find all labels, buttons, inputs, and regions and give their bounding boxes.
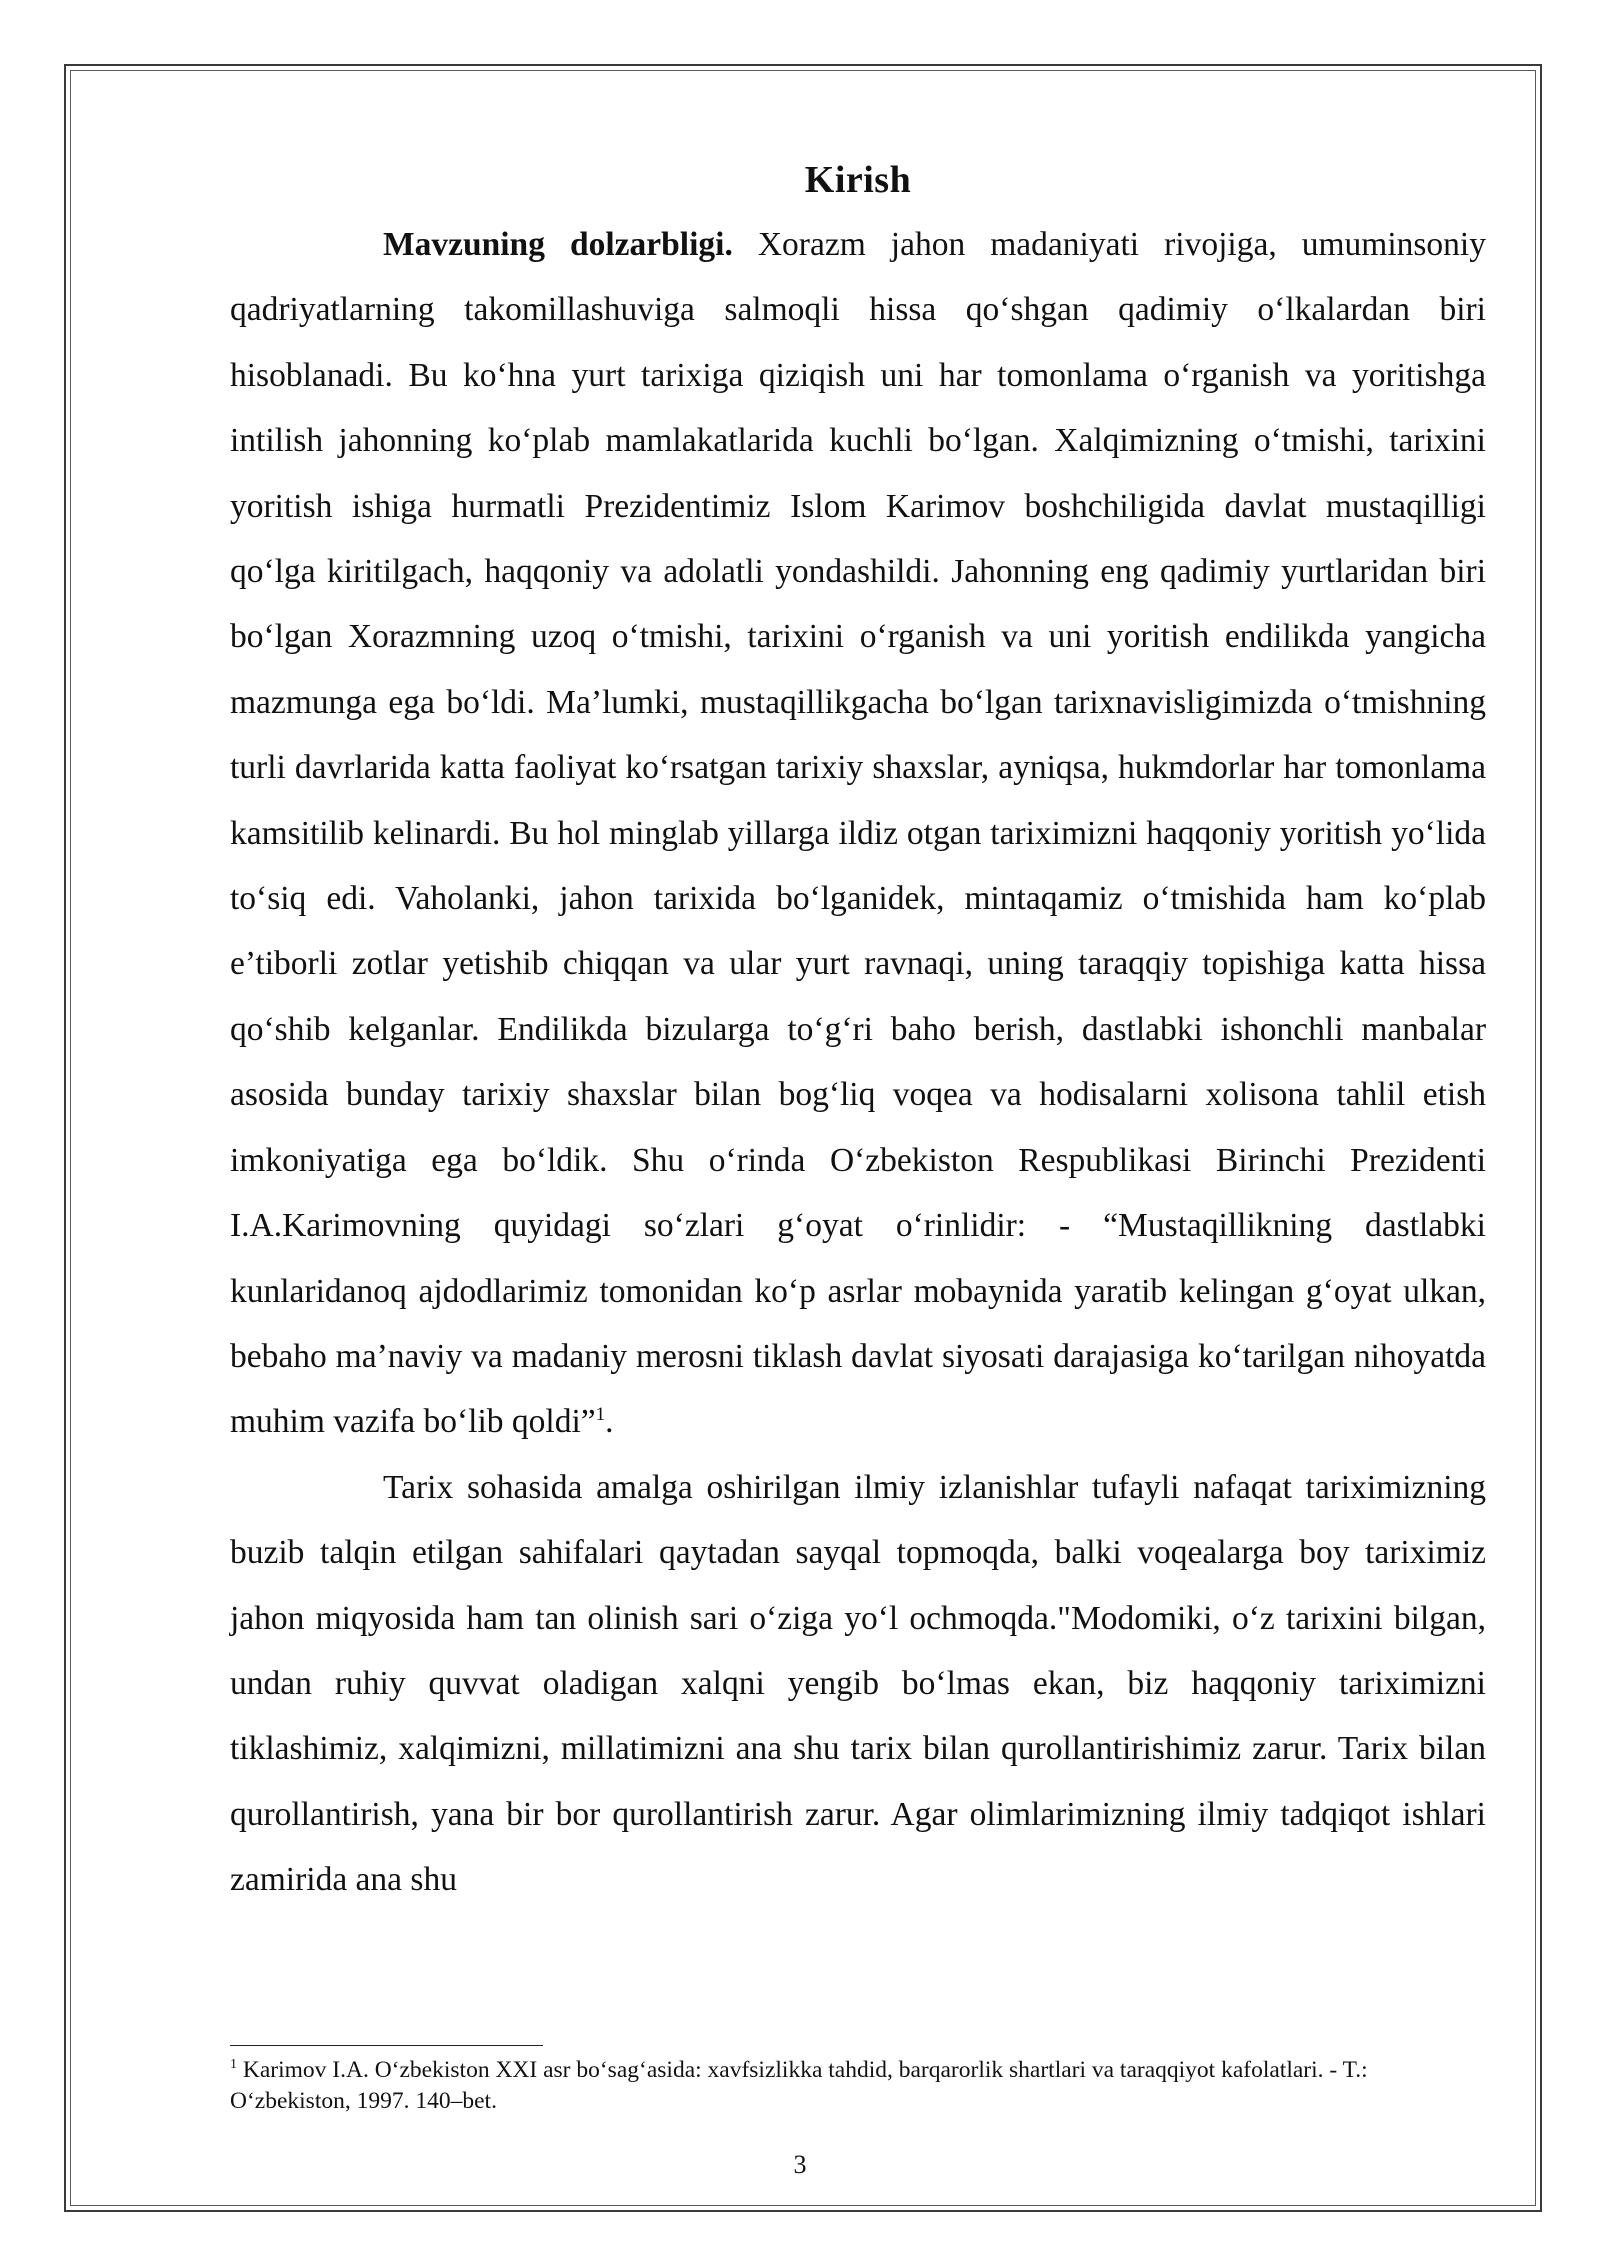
paragraph-relevance-tail: . xyxy=(605,1403,614,1441)
paragraph-history: Tarix sohasida amalga oshirilgan ilmiy izlanishlar tufayli nafaqat tariximizning buzib talqin etilgan sahifalari qaytadan sayqal topmoqda, balki voqealarga boy tariximiz jahon miqyosida ham tan olinish sari o‘ziga yo‘l ochmoqda."Modomiki, o‘z tarixini bilgan, undan ruhiy quvvat oladigan xalqni yengib bo‘lmas ekan, biz haqqoniy tariximizni tiklashimiz, xalqimizni, millatimizni ana shu tarix bilan qurollantirishimiz zarur. Tarix bilan qurollantirish, yana bir bor qurollantirish zarur. Agar olimlarimizning ilmiy tadqiqot ishlari zamirida ana shu xyxy=(230,1468,1486,1899)
footnote-reference[interactable]: 1 xyxy=(595,1404,606,1426)
footnote-marker: 1 xyxy=(230,2057,237,2073)
page-content xyxy=(230,148,1486,1913)
paragraph-relevance xyxy=(230,212,1486,1455)
page-title: Kirish xyxy=(804,159,912,201)
page-number: 3 xyxy=(793,2150,807,2179)
footnote-text: Karimov I.A. O‘zbekiston XXI asr bo‘sag‘asida: xavfsizlikka tahdid, barqarorlik shartlari va taraqqiyot kafolatlari. - T.: O‘zbekiston, 1997. 140–bet. xyxy=(230,2057,1368,2114)
paragraph-relevance-body: Xorazm jahon madaniyati rivojiga, umuminsoniy qadriyatlarning takomillashuviga salmoqli hissa qo‘shgan qadimiy o‘lkalardan biri hisoblanadi. Bu ko‘hna yurt tarixiga qiziqish uni har tomonlama o‘rganish va yoritishga intilish jahonning ko‘plab mamlakatlarida kuchli bo‘lgan. Xalqimizning o‘tmishi, tarixini yoritish ishiga hurmatli Prezidentimiz Islom Karimov boshchiligida davlat mustaqilligi qo‘lga kiritilgach, haqqoniy va adolatli yondashildi. Jahonning eng qadimiy yurtlaridan biri bo‘lgan Xorazmning uzoq o‘tmishi, tarixini o‘rganish va uni yoritish endilikda yangicha mazmunga ega bo‘ldi. Ma’lumki, mustaqillikgacha bo‘lgan tarixnavisligimizda o‘tmishning turli davrlarida katta faoliyat ko‘rsatgan tarixiy shaxslar, ayniqsa, hukmdorlar har tomonlama kamsitilib kelinardi. Bu hol minglab yillarga ildiz otgan tariximizni haqqoniy yoritish yo‘lida to‘siq edi. Vaholanki, jahon tarixida bo‘lganidek, mintaqamiz o‘tmishida ham ko‘plab e’tiborli zotlar yetishib chiqqan va ular yurt ravnaqi, uning taraqqiy topishiga katta hissa qo‘shib kelganlar. Endilikda bizularga to‘g‘ri baho berish, dastlabki ishonchli manbalar asosida bunday tarixiy shaxslar bilan bog‘liq voqea va hodisalarni xolisona tahlil etish imkoniyatiga ega bo‘ldik. Shu o‘rinda O‘zbekiston Respublikasi Birinchi Prezidenti I.A.Karimovning quyidagi so‘zlari g‘oyat o‘rinlidir: - “Mustaqillikning dastlabki kunlaridanoq ajdodlarimiz tomonidan ko‘p asrlar mobaynida yaratib kelingan g‘oyat ulkan, bebaho ma’naviy va madaniy merosni tiklash davlat siyosati darajasiga ko‘tarilgan nihoyatda muhim vazifa bo‘lib qoldi” xyxy=(230,226,1486,1441)
paragraph-lead-heading: Mavzuning dolzarbligi. xyxy=(383,226,733,263)
footnote xyxy=(230,2055,1486,2117)
footnote-separator xyxy=(230,2045,543,2046)
